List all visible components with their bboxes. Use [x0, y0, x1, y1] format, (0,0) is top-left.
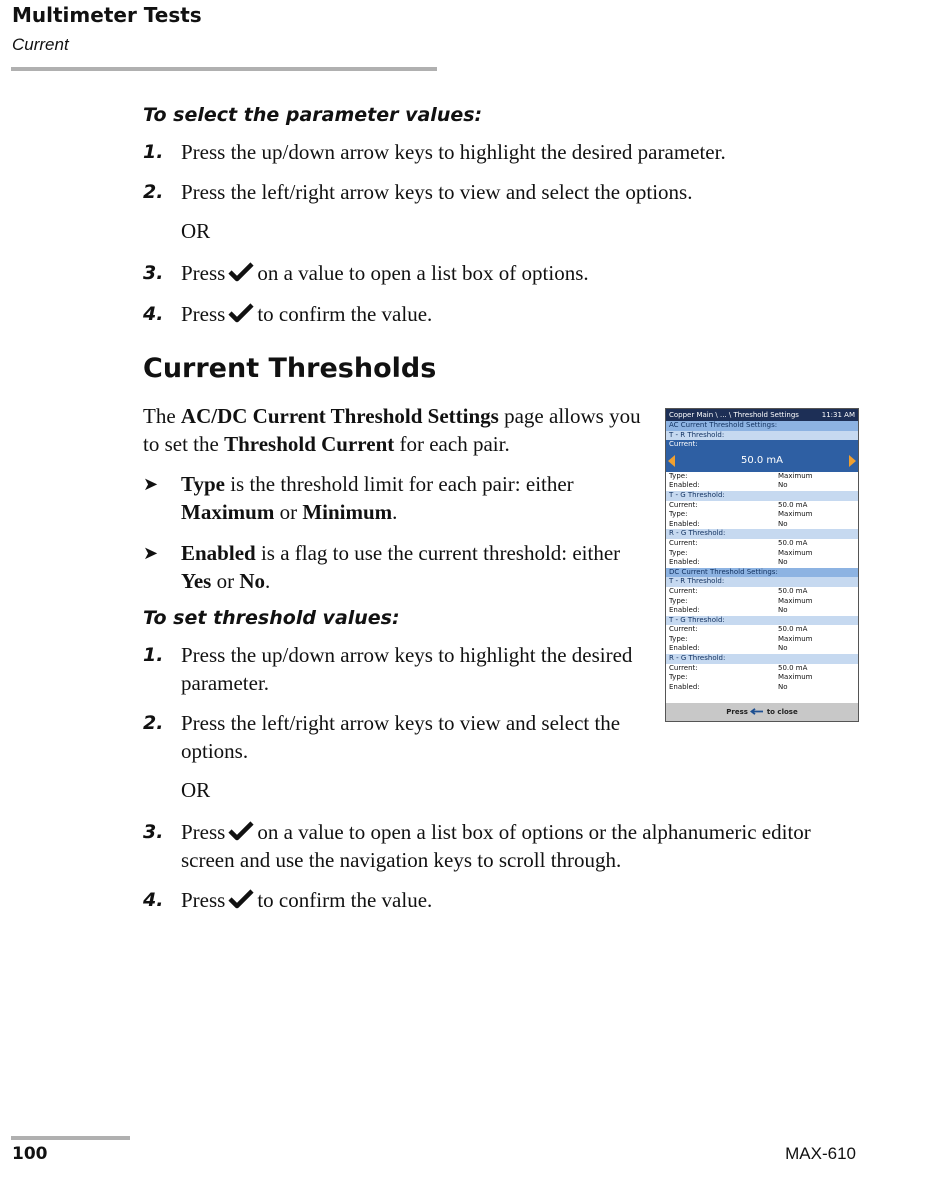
select-step-2	[143, 178, 692, 206]
step-number: 3.	[143, 262, 164, 284]
dc-tg-type[interactable]	[666, 635, 858, 645]
row-label: Type:	[669, 634, 688, 643]
step-text: Press the up/down arrow keys to highlight the desired parameter.	[181, 140, 726, 164]
bullet-type	[143, 470, 633, 526]
step-text: Press the left/right arrow keys to view and select the options.	[181, 180, 693, 204]
select-step-3	[143, 259, 589, 287]
bullet-option: Maximum	[181, 500, 275, 524]
step-text-post: to confirm the value.	[257, 302, 433, 326]
ac-tr-current-label[interactable]: Current:	[666, 440, 858, 450]
device-breadcrumb: Copper Main \ ... \ Threshold Settings	[669, 411, 799, 419]
bullet-term: Type	[181, 472, 225, 496]
dc-tg-enabled[interactable]	[666, 644, 858, 654]
ac-tg-type[interactable]	[666, 510, 858, 520]
row-value: Maximum	[778, 471, 813, 480]
device-footer-close[interactable]	[666, 703, 858, 721]
set-step-4	[143, 886, 432, 914]
select-step-4	[143, 300, 432, 328]
bullet-option: Minimum	[302, 500, 393, 524]
row-label: Enabled:	[669, 481, 700, 490]
step-text-post: on a value to open a list box of options.	[257, 261, 589, 285]
arrowhead-bullet-icon: ➤	[143, 543, 159, 563]
dc-rg-threshold[interactable]: R - G Threshold:	[666, 654, 858, 664]
intro-text: The	[143, 404, 181, 428]
row-label: Enabled:	[669, 558, 700, 567]
header-subtitle: Current	[12, 35, 69, 54]
step-text-pre: Press	[181, 888, 226, 912]
dc-tr-type[interactable]	[666, 597, 858, 607]
back-arrow-icon	[750, 708, 764, 715]
bullet-enabled	[143, 539, 633, 595]
row-label: Type:	[669, 510, 688, 519]
check-icon	[228, 889, 254, 909]
row-value: No	[778, 682, 788, 691]
row-value: 50.0 mA	[778, 586, 808, 595]
row-label: Enabled:	[669, 606, 700, 615]
row-label: Type:	[669, 471, 688, 480]
row-label: Current:	[669, 538, 698, 547]
ac-rg-type[interactable]	[666, 549, 858, 559]
device-titlebar	[666, 409, 858, 421]
device-clock: 11:31 AM	[821, 411, 855, 419]
intro-bold-threshold: Threshold Current	[224, 432, 395, 456]
row-value: 50.0 mA	[778, 500, 808, 509]
arrowhead-bullet-icon: ➤	[143, 474, 159, 494]
row-label: Enabled:	[669, 644, 700, 653]
ac-rg-current[interactable]	[666, 539, 858, 549]
dc-rg-current[interactable]	[666, 664, 858, 674]
step-number: 3.	[143, 821, 164, 843]
bullet-text: or	[211, 569, 240, 593]
step-number: 1.	[143, 644, 164, 666]
row-value: No	[778, 606, 788, 615]
row-value: Maximum	[778, 596, 813, 605]
footer-text: to close	[766, 708, 798, 716]
row-value: 50.0 mA	[778, 663, 808, 672]
set-step-3	[143, 818, 863, 874]
row-value: 50.0 mA	[778, 538, 808, 547]
row-label: Current:	[669, 625, 698, 634]
row-value: Maximum	[778, 548, 813, 557]
row-label: Type:	[669, 673, 688, 682]
step-text: Press the left/right arrow keys to view and select the options.	[181, 711, 621, 763]
bullet-term: Enabled	[181, 541, 256, 565]
dc-rg-enabled[interactable]	[666, 683, 858, 693]
intro-paragraph	[143, 402, 655, 458]
dc-tg-threshold[interactable]: T - G Threshold:	[666, 616, 858, 626]
threshold-settings-screenshot	[665, 408, 859, 722]
step-text-pre: Press	[181, 820, 226, 844]
step-text: Press the up/down arrow keys to highlight the desired parameter.	[181, 643, 633, 695]
step-number: 4.	[143, 303, 164, 325]
header-title: Multimeter Tests	[12, 3, 202, 27]
section-title: Current Thresholds	[143, 353, 437, 384]
dc-tr-threshold[interactable]: T - R Threshold:	[666, 577, 858, 587]
ac-rg-threshold[interactable]: R - G Threshold:	[666, 529, 858, 539]
step-number: 2.	[143, 181, 164, 203]
step-text-pre: Press	[181, 261, 226, 285]
ac-tg-enabled[interactable]	[666, 520, 858, 530]
select-step-1	[143, 138, 726, 166]
step-text-pre: Press	[181, 302, 226, 326]
dc-tr-enabled[interactable]	[666, 606, 858, 616]
bullet-text: is a flag to use the current threshold: either	[255, 541, 621, 565]
ac-tr-threshold[interactable]: T - R Threshold:	[666, 431, 858, 441]
bullet-option: No	[239, 569, 266, 593]
bullet-text: .	[265, 569, 271, 593]
row-label: Enabled:	[669, 682, 700, 691]
ac-tr-enabled[interactable]	[666, 481, 858, 491]
page-number: 100	[12, 1144, 48, 1164]
dc-rg-type[interactable]	[666, 673, 858, 683]
row-label: Current:	[669, 500, 698, 509]
row-label: Enabled:	[669, 519, 700, 528]
ac-tg-threshold[interactable]: T - G Threshold:	[666, 491, 858, 501]
ac-tg-current[interactable]	[666, 501, 858, 511]
row-value: No	[778, 519, 788, 528]
intro-text: page allows you to set the	[143, 404, 641, 456]
step-text-post: on a value to open a list box of options or the alphanumeric editor screen and use the navigation keys to scroll through.	[181, 820, 811, 872]
row-label: Current:	[669, 586, 698, 595]
procedure-heading-set: To set threshold values:	[143, 607, 400, 629]
row-value: No	[778, 644, 788, 653]
step-number: 2.	[143, 712, 164, 734]
row-value: No	[778, 481, 788, 490]
step-number: 1.	[143, 141, 164, 163]
set-step-2	[143, 709, 653, 765]
set-step-1	[143, 641, 633, 697]
intro-bold-page-name: AC/DC Current Threshold Settings	[180, 404, 499, 428]
bullet-text: is the threshold limit for each pair: either	[224, 472, 574, 496]
bullet-text: .	[392, 500, 398, 524]
ac-settings-header: AC Current Threshold Settings:	[666, 421, 858, 431]
bullet-text: or	[274, 500, 303, 524]
step-number: 4.	[143, 889, 164, 911]
product-model: MAX-610	[785, 1144, 856, 1163]
header-divider	[11, 67, 437, 71]
procedure-heading-select: To select the parameter values:	[143, 104, 483, 126]
row-value: 50.0 mA	[778, 625, 808, 634]
right-arrow-icon[interactable]	[849, 455, 856, 467]
or-label: OR	[181, 778, 211, 802]
check-icon	[228, 821, 254, 841]
bullet-option: Yes	[181, 569, 212, 593]
ac-tr-current-selector[interactable]	[666, 450, 858, 472]
footer-text: Press	[726, 708, 748, 716]
footer-divider	[11, 1136, 130, 1140]
dc-tr-current[interactable]	[666, 587, 858, 597]
dc-settings-header: DC Current Threshold Settings:	[666, 568, 858, 578]
row-label: Type:	[669, 596, 688, 605]
row-value: Maximum	[778, 510, 813, 519]
check-icon	[228, 303, 254, 323]
row-value: Maximum	[778, 673, 813, 682]
ac-rg-enabled[interactable]	[666, 558, 858, 568]
dc-tg-current[interactable]	[666, 625, 858, 635]
row-label: Current:	[669, 663, 698, 672]
ac-tr-current-value: 50.0 mA	[740, 454, 784, 466]
row-value: Maximum	[778, 634, 813, 643]
ac-tr-type[interactable]	[666, 472, 858, 482]
row-value: No	[778, 558, 788, 567]
intro-text: for each pair.	[394, 432, 510, 456]
check-icon	[228, 262, 254, 282]
row-label: Type:	[669, 548, 688, 557]
or-label: OR	[181, 219, 211, 243]
step-text-post: to confirm the value.	[257, 888, 433, 912]
